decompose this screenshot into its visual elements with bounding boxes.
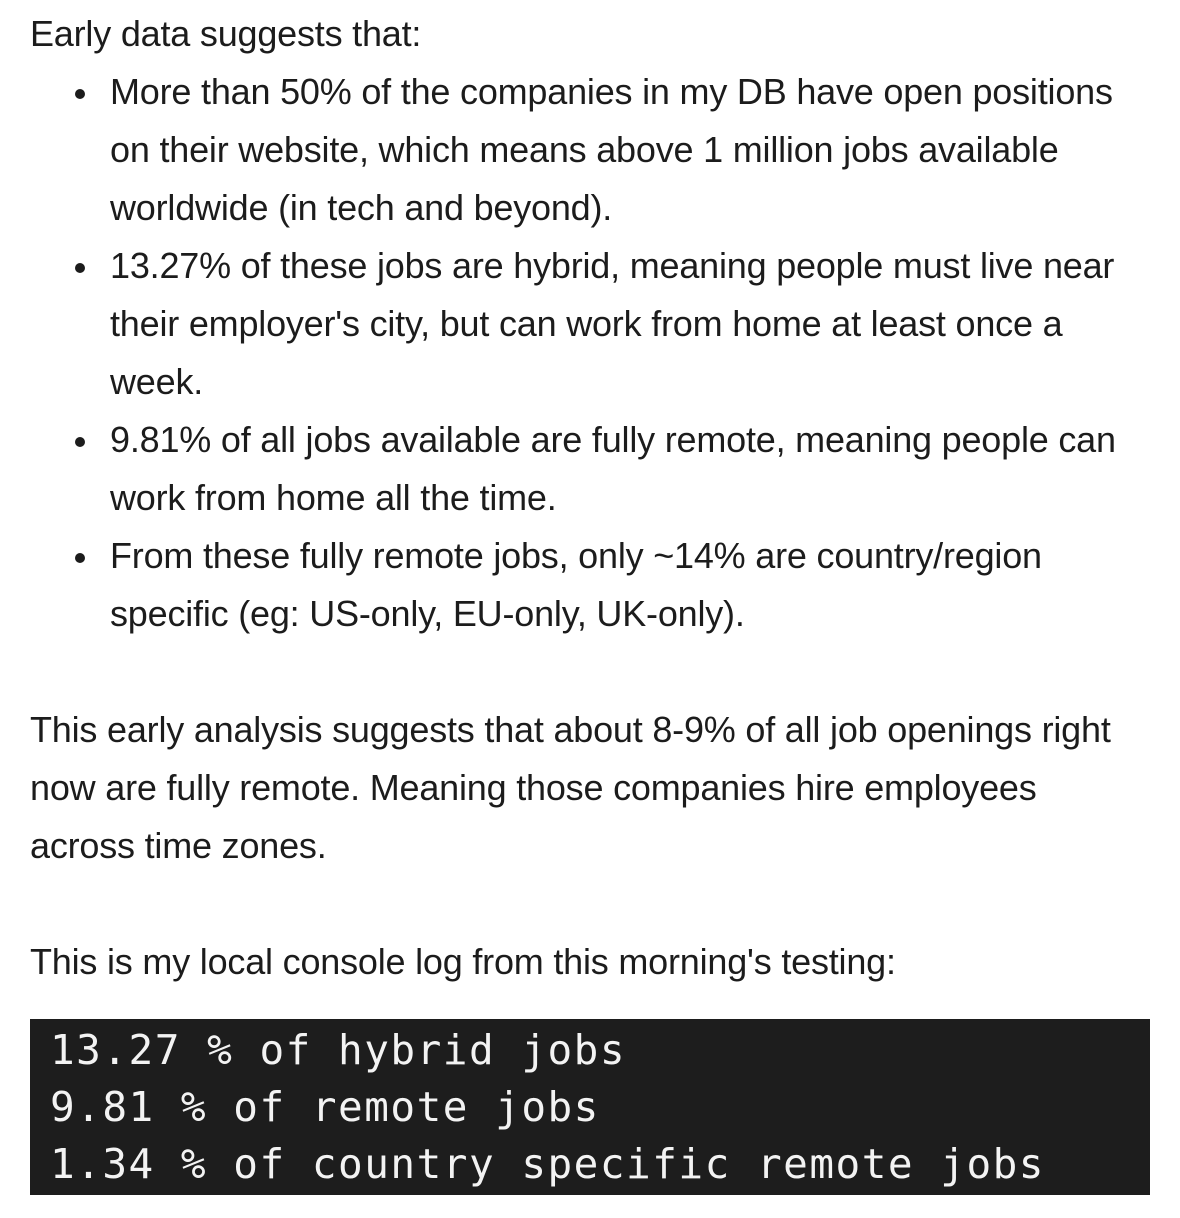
bullet-icon xyxy=(75,89,85,99)
list-item xyxy=(110,411,1160,527)
analysis-paragraph: This early analysis suggests that about 8-9% of all job openings right now are fully remote. Meaning those companies hire employees across time zones. xyxy=(30,709,1111,866)
console-log-block xyxy=(30,1019,1150,1195)
list-item-text: 13.27% of these jobs are hybrid, meaning people must live near their employer's city, but can work from home at least once a week. xyxy=(110,245,1115,402)
bullet-icon xyxy=(75,437,85,447)
console-intro-paragraph: This is my local console log from this morning's testing: xyxy=(30,941,896,982)
list-item xyxy=(110,63,1160,237)
bullet-icon xyxy=(75,263,85,273)
console-line-country-specific: 1.34 % of country specific remote jobs xyxy=(50,1140,1045,1188)
intro-text: Early data suggests that: xyxy=(30,13,422,54)
list-item-text: 9.81% of all jobs available are fully remote, meaning people can work from home all the time. xyxy=(110,419,1116,518)
list-item xyxy=(110,237,1160,411)
post-body xyxy=(30,0,1160,991)
findings-list xyxy=(30,63,1160,643)
bullet-icon xyxy=(75,553,85,563)
console-line-hybrid: 13.27 % of hybrid jobs xyxy=(50,1026,627,1074)
list-item xyxy=(110,527,1160,643)
list-item-text: More than 50% of the companies in my DB have open positions on their website, which means above 1 million jobs available worldwide (in tech and beyond). xyxy=(110,71,1113,228)
console-line-remote: 9.81 % of remote jobs xyxy=(50,1083,600,1131)
list-item-text: From these fully remote jobs, only ~14% are country/region specific (eg: US-only, EU-only, UK-only). xyxy=(110,535,1042,634)
